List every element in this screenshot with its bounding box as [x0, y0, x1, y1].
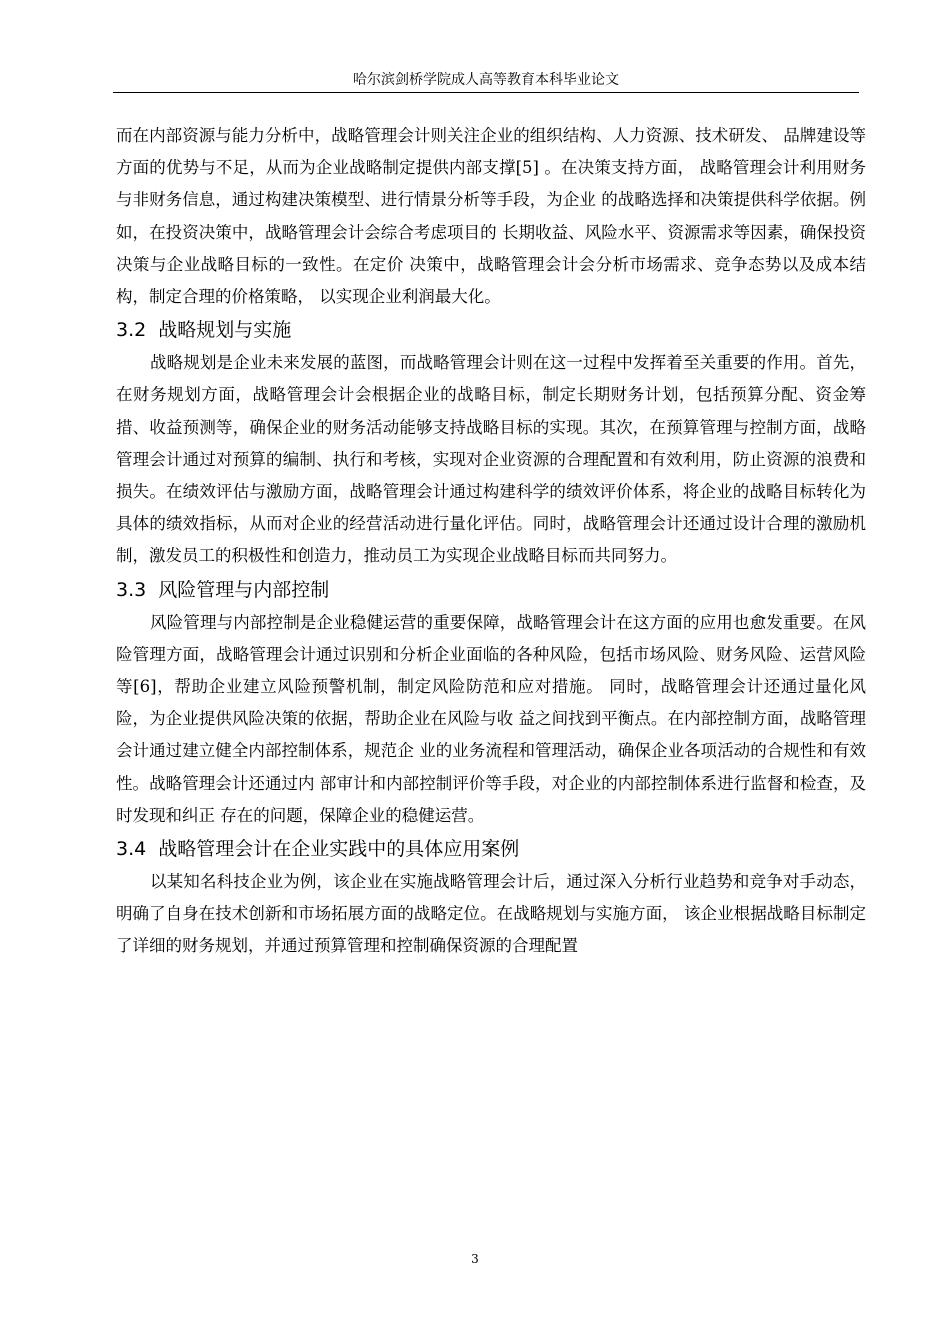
header-divider	[113, 92, 859, 93]
section-heading-3-2	[116, 313, 866, 347]
section-title: 风险管理与内部控制	[158, 578, 330, 601]
page-body	[116, 120, 866, 963]
section-title: 战略管理会计在企业实践中的具体应用案例	[158, 838, 520, 861]
section-paragraph-3-4: 以某知名科技企业为例，该企业在实施战略管理会计后，通过深入分析行业趋势和竞争对手动态，明确了自身在技术创新和市场拓展方面的战略定位。在战略规划与实施方面， 该企业根据战略目标制定了详细的财务规划，并通过预算管理和控制确保资源的合理配置	[116, 872, 866, 956]
section-number: 3.3	[116, 578, 147, 601]
section-number: 3.2	[116, 319, 147, 342]
intro-paragraph: 而在内部资源与能力分析中，战略管理会计则关注企业的组织结构、人力资源、技术研发、 品牌建设等方面的优势与不足，从而为企业战略制定提供内部支撑[5] 。在决策支持方面， 战略管理会计利用财务与非财务信息，通过构建决策模型、进行情景分析等手段，为企业 的战略选择和决策提供科学依据。例如，在投资决策中，战略管理会计会综合考虑项目的 长期收益、风险水平、资源需求等因素，确保投资决策与企业战略目标的一致性。在定价 决策中，战略管理会计会分析市场需求、竞争态势以及成本结构，制定合理的价格策略， 以实现企业利润最大化。	[116, 126, 866, 307]
section-title: 战略规划与实施	[158, 319, 292, 342]
page-number: 3	[471, 1252, 479, 1266]
section-heading-3-3	[116, 573, 866, 607]
section-heading-3-4	[116, 832, 866, 866]
section-paragraph-3-2: 战略规划是企业未来发展的蓝图，而战略管理会计则在这一过程中发挥着至关重要的作用。首先，在财务规划方面，战略管理会计会根据企业的战略目标，制定长期财务计划，包括预算分配、资金筹措、收益预测等，确保企业的财务活动能够支持战略目标的实现。其次，在预算管理与控制方面，战略管理会计通过对预算的编制、执行和考核，实现对企业资源的合理配置和有效利用，防止资源的浪费和损失。在绩效评估与激励方面，战略管理会计通过构建科学的绩效评价体系，将企业的战略目标转化为具体的绩效指标，从而对企业的经营活动进行量化评估。同时，战略管理会计还通过设计合理的激励机制，激发员工的积极性和创造力，推动员工为实现企业战略目标而共同努力。	[116, 353, 866, 566]
page-header-title: 哈尔滨剑桥学院成人高等教育本科毕业论文	[353, 72, 619, 88]
section-paragraph-3-3: 风险管理与内部控制是企业稳健运营的重要保障，战略管理会计在这方面的应用也愈发重要。在风险管理方面，战略管理会计通过识别和分析企业面临的各种风险，包括市场风险、财务风险、运营风险等[6]，帮助企业建立风险预警机制，制定风险防范和应对措施。 同时，战略管理会计还通过量化风险，为企业提供风险决策的依据，帮助企业在风险与收 益之间找到平衡点。在内部控制方面，战略管理会计通过建立健全内部控制体系，规范企 业的业务流程和管理活动，确保企业各项活动的合规性和有效性。战略管理会计还通过内 部审计和内部控制评价等手段，对企业的内部控制体系进行监督和检查，及时发现和纠正 存在的问题，保障企业的稳健运营。	[116, 612, 866, 825]
section-number: 3.4	[116, 838, 147, 861]
